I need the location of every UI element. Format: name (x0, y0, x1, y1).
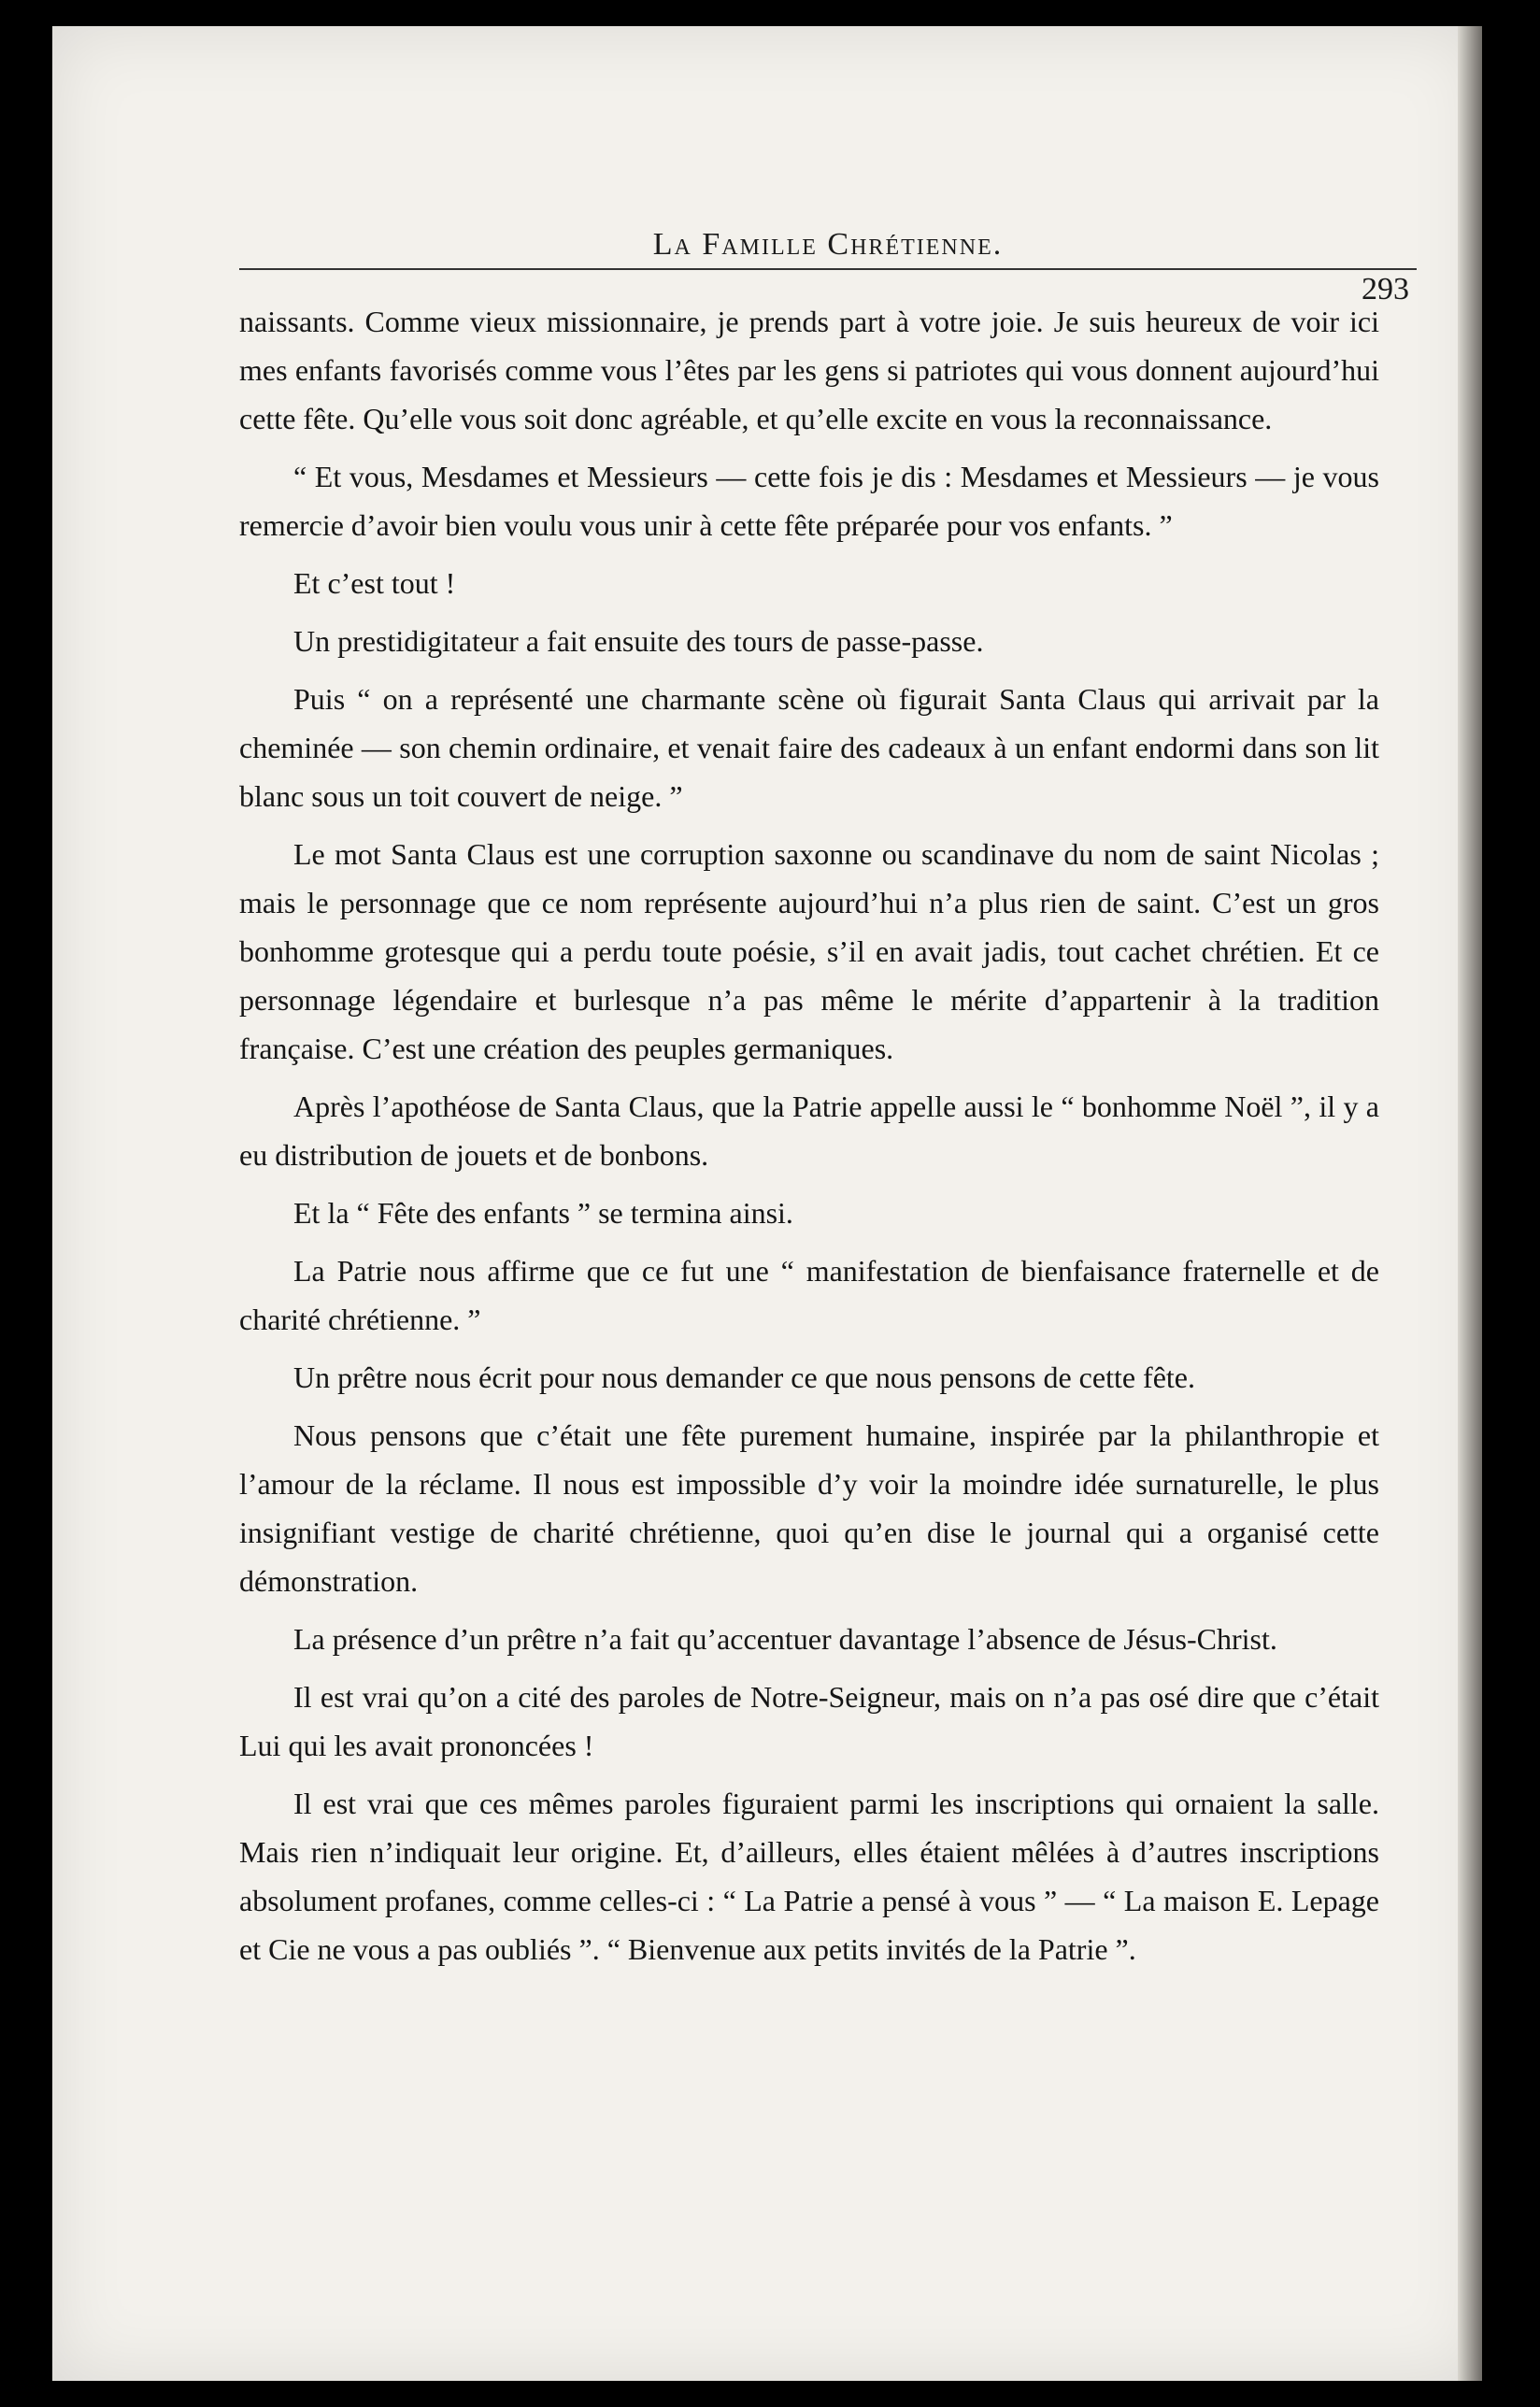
paragraph-6: Le mot Santa Claus est une corruption saxonne ou scandinave du nom de saint Nicolas ; mais le personnage que ce nom représente aujourd’hui n’a plus rien de saint. C’est un gros bonhomme grotesque qui a perdu toute poésie, s’il en avait jadis, tout cachet chrétien. Et ce personnage légendaire et burlesque n’a pas même le mérite d’appartenir à la tradition française. C’est une création des peuples germaniques. (239, 837, 1379, 1065)
book-page (52, 26, 1482, 2381)
paragraph-3: Et c’est tout ! (293, 566, 456, 600)
running-header (239, 227, 1417, 306)
paragraph-7: Après l’apothéose de Santa Claus, que la Patrie appelle aussi le “ bonhomme Noël ”, il y a eu distribution de jouets et de bonbons. (239, 1090, 1379, 1172)
paragraph-8: Et la “ Fête des enfants ” se termina ainsi. (293, 1196, 793, 1230)
paragraph-1: naissants. Comme vieux missionnaire, je prends part à votre joie. Je suis heureux de voir ici mes enfants favorisés comme vous l’êtes par les gens si patriotes qui vous donnent aujourd’hui cette fête. Qu’elle vous soit donc agréable, et qu’elle excite en vous la reconnaissance. (239, 305, 1379, 435)
header-rule (239, 268, 1417, 270)
paragraph-5: Puis “ on a représenté une charmante scène où figurait Santa Claus qui arrivait par la cheminée — son chemin ordinaire, et venait faire des cadeaux à un enfant endormi dans son lit blanc sous un toit couvert de neige. ” (239, 682, 1379, 813)
paragraph-11: Nous pensons que c’était une fête purement humaine, inspirée par la philanthropie et l’amour de la réclame. Il nous est impossible d’y voir la moindre idée surnaturelle, le plus insignifiant vestige de charité chrétienne, quoi qu’en dise le journal qui a organisé cette démonstration. (239, 1418, 1379, 1598)
paragraph-12: La présence d’un prêtre n’a fait qu’accentuer davantage l’absence de Jésus-Christ. (293, 1622, 1277, 1656)
page-number: 293 (1362, 272, 1409, 306)
paragraph-14: Il est vrai que ces mêmes paroles figuraient parmi les inscriptions qui ornaient la salle. Mais rien n’indiquait leur origine. Et, d’ailleurs, elles étaient mêlées à d’autres inscriptions absolument profanes, comme celles-ci : “ La Patrie a pensé à vous ” — “ La maison E. Lepage et Cie ne vous a pas oubliés ”. “ Bienvenue aux petits invités de la Patrie ”. (239, 1787, 1379, 1966)
body-text (239, 297, 1379, 1983)
running-title: La Famille Chrétienne. (652, 227, 1004, 262)
paragraph-9: La Patrie nous affirme que ce fut une “ manifestation de bienfaisance fraternelle et de charité chrétienne. ” (239, 1254, 1379, 1336)
paragraph-2: “ Et vous, Mesdames et Messieurs — cette fois je dis : Mesdames et Messieurs — je vous remercie d’avoir bien voulu vous unir à cette fête préparée pour vos enfants. ” (239, 460, 1379, 542)
paragraph-10: Un prêtre nous écrit pour nous demander ce que nous pensons de cette fête. (293, 1360, 1195, 1394)
paragraph-4: Un prestidigitateur a fait ensuite des tours de passe-passe. (293, 624, 984, 658)
paragraph-13: Il est vrai qu’on a cité des paroles de Notre-Seigneur, mais on n’a pas osé dire que c’était Lui qui les avait prononcées ! (239, 1680, 1379, 1762)
book-spine-edge (1458, 26, 1482, 2381)
